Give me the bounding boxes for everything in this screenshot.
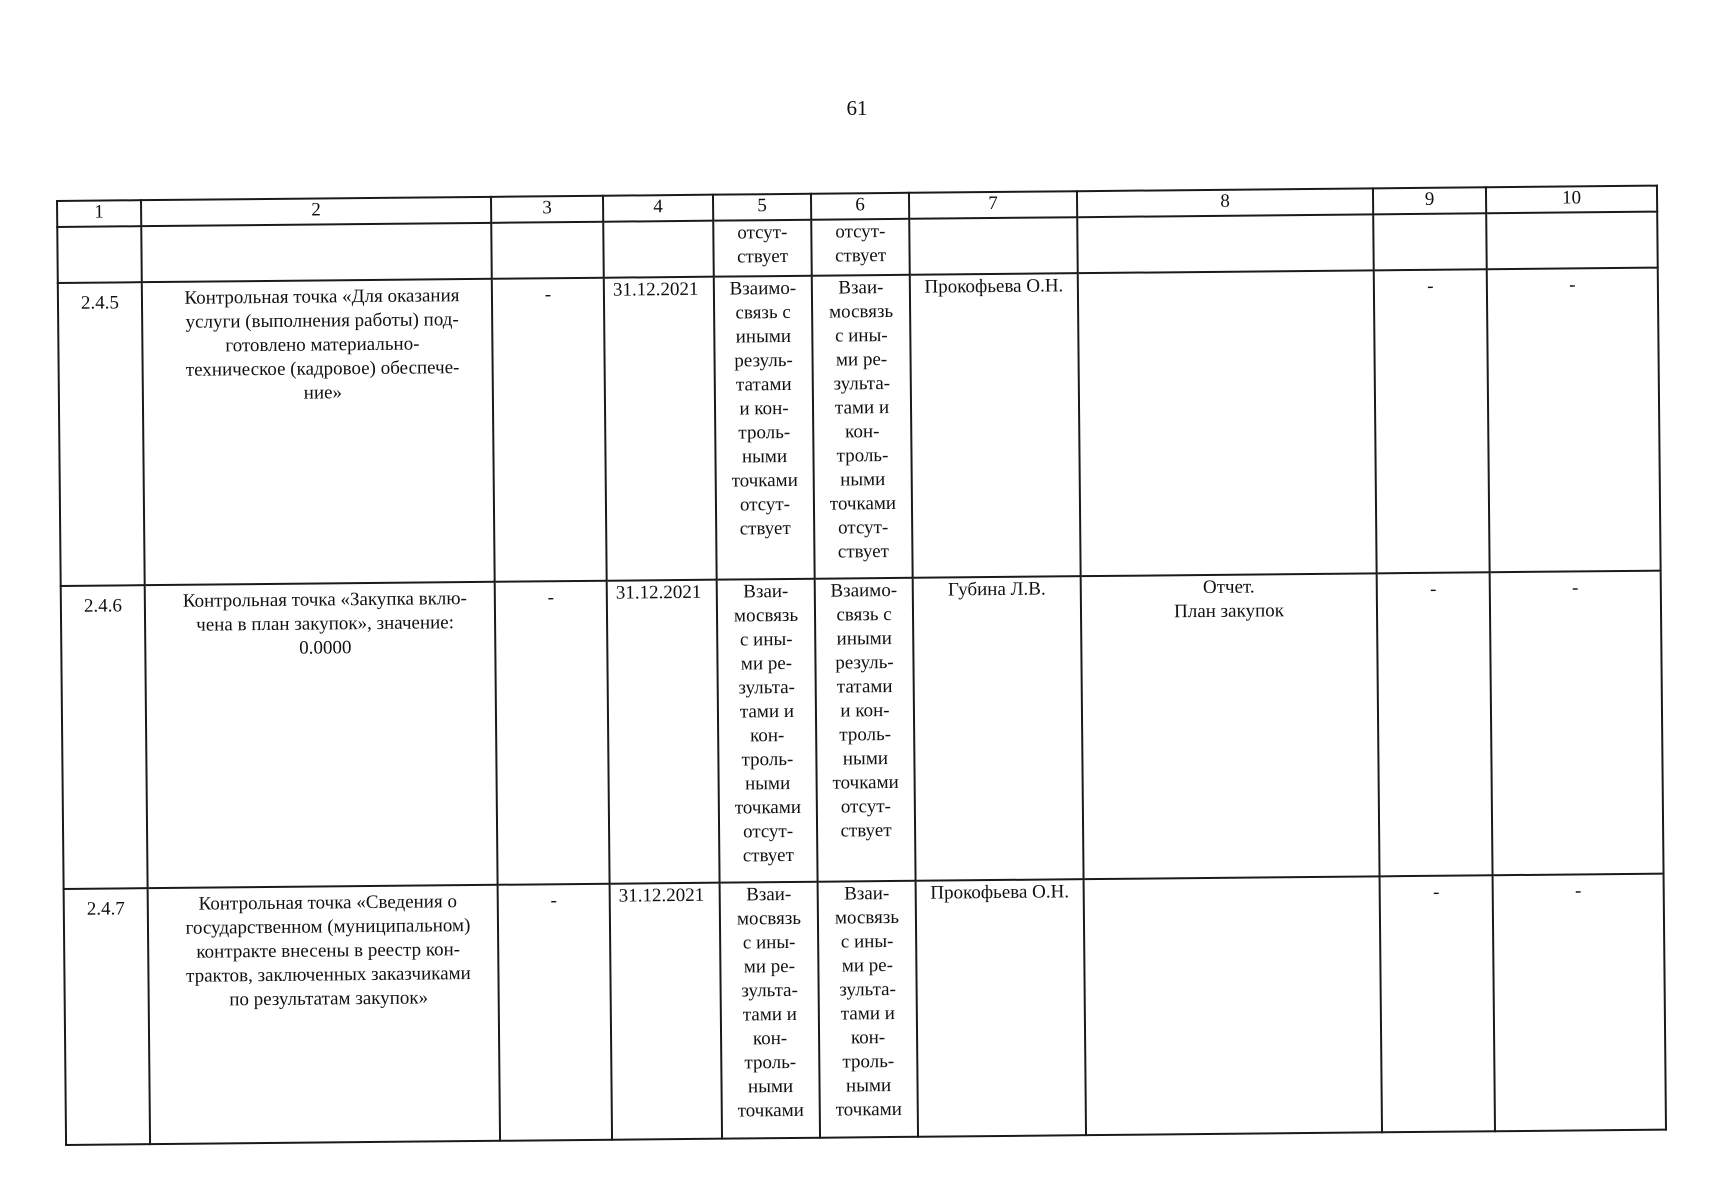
- empty-cell: [1077, 214, 1374, 273]
- due-date: 31.12.2021: [604, 277, 717, 581]
- empty-cell: [603, 221, 714, 278]
- control-point-name: Контрольная точка «Сведения о государственном (муниципальном) контракте внесены в реестр кон- трактов, заключенных заказчиками по результатам закупок»: [148, 885, 500, 1144]
- row-number: 2.4.5: [58, 282, 145, 586]
- column-number: 1: [57, 200, 141, 227]
- table-row: [64, 874, 1666, 1145]
- column-number: 5: [713, 194, 811, 221]
- responsible-person: Губина Л.В.: [913, 576, 1084, 881]
- col10-value: -: [1487, 268, 1661, 573]
- relation-cell: Взаи- мосвязь с ины- ми ре- зульта- тами и кон- троль- ными точками отсут- ствует: [812, 275, 913, 579]
- document-cell: [1078, 270, 1377, 576]
- document-cell: [1084, 876, 1382, 1135]
- responsible-person: Прокофьева О.Н.: [910, 273, 1081, 578]
- due-date: 31.12.2021: [610, 883, 722, 1140]
- plan-table: [56, 185, 1667, 1146]
- column-number: 6: [811, 193, 909, 220]
- column-number: 9: [1373, 187, 1486, 214]
- relation-cell: Взаимо- связь с иными резуль- татами и кон- троль- ными точками отсут- ствует: [714, 276, 815, 580]
- column-number: 4: [603, 195, 713, 222]
- responsible-person: Прокофьева О.Н.: [916, 879, 1086, 1137]
- relation-cell: Взаимо- связь с иными резуль- татами и кон- троль- ными точками отсут- ствует: [815, 578, 916, 882]
- col10-value: -: [1490, 571, 1664, 876]
- due-date: 31.12.2021: [607, 580, 720, 884]
- empty-cell: [57, 226, 142, 283]
- empty-cell: [1486, 212, 1658, 270]
- relation-cell: отсут- ствует: [811, 219, 910, 276]
- table-row: [61, 571, 1664, 889]
- relation-cell: Взаи- мосвязь с ины- ми ре- зульта- тами и кон- троль- ными точками: [818, 881, 918, 1138]
- col3-value: -: [492, 278, 607, 582]
- col3-value: -: [498, 884, 612, 1141]
- col10-value: -: [1493, 874, 1666, 1132]
- empty-cell: [909, 217, 1078, 275]
- col9-value: -: [1380, 875, 1495, 1132]
- column-number: 3: [491, 196, 603, 223]
- relation-cell: Взаи- мосвязь с ины- ми ре- зульта- тами и кон- троль- ными точками: [720, 882, 820, 1139]
- column-number: 2: [141, 197, 491, 226]
- plan-table-wrapper: [56, 185, 1665, 1146]
- column-number: 8: [1077, 188, 1373, 217]
- column-number: 10: [1486, 186, 1657, 214]
- empty-cell: [491, 222, 604, 279]
- empty-cell: [1373, 213, 1487, 270]
- table-row: [58, 268, 1661, 586]
- row-number: 2.4.6: [61, 585, 148, 889]
- col9-value: -: [1374, 269, 1490, 573]
- col9-value: -: [1377, 572, 1493, 876]
- control-point-name: Контрольная точка «Закупка вклю- чена в план закупок», значение: 0.0000: [145, 582, 498, 888]
- control-point-name: Контрольная точка «Для оказания услуги (выполнения работы) под- готовлено материально- техническое (кадровое) обеспече- ние»: [142, 279, 495, 585]
- page-number: 61: [846, 96, 868, 120]
- col3-value: -: [495, 581, 610, 885]
- relation-cell: Взаи- мосвязь с ины- ми ре- зульта- тами и кон- троль- ными точками отсут- ствует: [717, 579, 818, 883]
- row-number: 2.4.7: [64, 888, 150, 1145]
- document-cell: Отчет. План закупок: [1081, 573, 1380, 879]
- empty-cell: [141, 223, 492, 282]
- relation-cell: отсут- ствует: [713, 220, 812, 277]
- column-number: 7: [909, 191, 1077, 219]
